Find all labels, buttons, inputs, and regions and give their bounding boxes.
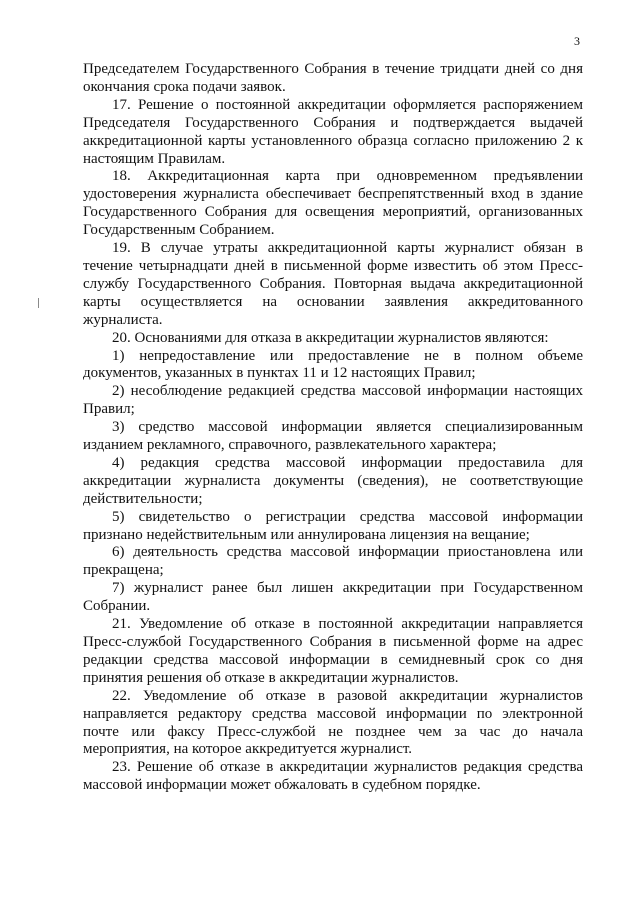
list-item-4: 4) редакция средства массовой информации предоставила для аккредитации журналиста документы (сведения), не соответствующие действительности; (83, 454, 583, 507)
paragraph-20: 20. Основаниями для отказа в аккредитации журналистов являются: (112, 329, 549, 346)
paragraph-17: 17. Решение о постоянной аккредитации оформляется распоряжением Председателя Государственного Собрания и подтверждается выдачей аккредитационной карты установленного образца согласно приложению 2 к настоящим Правилам. (83, 96, 583, 167)
paragraph-continuation: Председателем Государственного Собрания в течение тридцати дней со дня окончания срока подачи заявок. (83, 61, 583, 95)
paragraph-23: 23. Решение об отказе в аккредитации журналистов редакция средства массовой информации может обжаловать в судебном порядке. (83, 759, 583, 794)
list-item-6: 6) деятельность средства массовой информации приостановлена или прекращена; (83, 544, 583, 579)
paragraph-18: 18. Аккредитационная карта при одновременном предъявлении удостоверения журналиста обеспечивает беспрепятственный вход в здание Государственного Собрания для освещения мероприятий, организованных Государственным Собранием. (83, 168, 583, 239)
paragraph-21: 21. Уведомление об отказе в постоянной аккредитации направляется Пресс-службой Государственного Собрания в письменной форме на адрес редакции средства массовой информации в семидневный срок со дня принятия решения об отказе в аккредитации журналистов. (83, 616, 583, 686)
page-number: 3 (574, 34, 580, 48)
list-item-7: 7) журналист ранее был лишен аккредитации при Государственном Собрании. (83, 580, 583, 615)
list-item-3: 3) средство массовой информации является специализированным изданием рекламного, справочного, развлекательного характера; (83, 419, 583, 454)
paragraph-22: 22. Уведомление об отказе в разовой аккредитации журналистов направляется редактору средства массовой информации по электронной почте или факсу Пресс-службой не позднее чем за час до начала мероприятия, на которое аккредитуется журналист. (83, 687, 583, 758)
margin-mark (38, 298, 39, 308)
paragraph-19: 19. В случае утраты аккредитационной карты журналист обязан в течение четырнадцати дней в письменной форме известить об этом Пресс-службу Государственного Собрания. Повторная выдача аккредитационной карты осуществляется на основании заявления аккредитованного журналиста. (83, 240, 583, 328)
document-body (83, 61, 583, 795)
list-item-2: 2) несоблюдение редакцией средства массовой информации настоящих Правил; (83, 383, 583, 418)
list-item-1: 1) непредоставление или предоставление не в полном объеме документов, указанных в пунктах 11 и 12 настоящих Правил; (83, 347, 583, 382)
list-item-5: 5) свидетельство о регистрации средства массовой информации признано недействительным или аннулирована лицензия на вещание; (83, 508, 583, 543)
